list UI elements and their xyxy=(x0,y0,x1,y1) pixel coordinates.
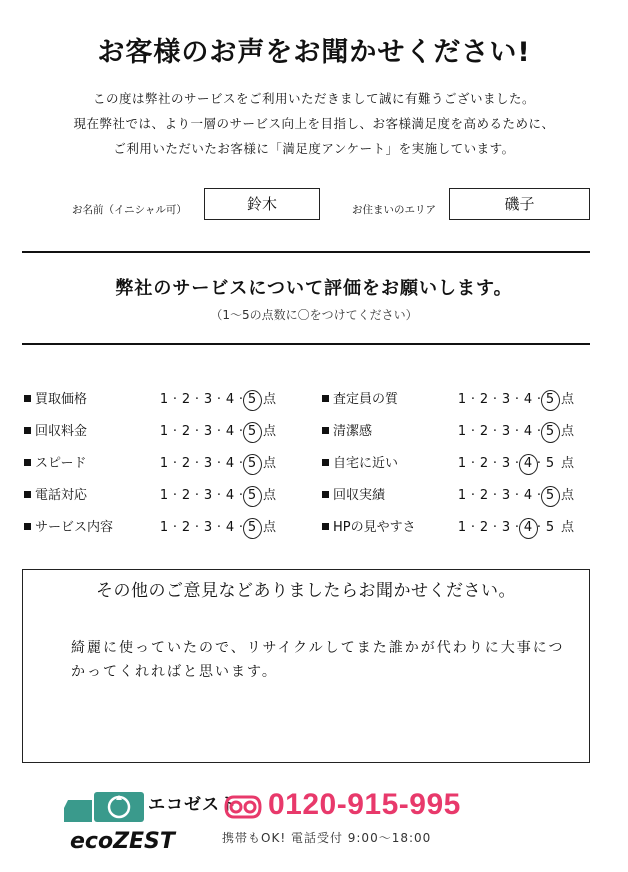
scale-separator: · xyxy=(172,424,178,439)
scale-option[interactable]: 2 xyxy=(181,456,191,471)
scale-option[interactable]: 2 xyxy=(479,424,489,439)
scale-unit: 点 xyxy=(561,392,575,407)
scale-separator: · xyxy=(514,456,520,471)
scale-separator: · xyxy=(492,392,498,407)
scale-option[interactable]: 3 xyxy=(203,392,213,407)
rating-scale xyxy=(156,452,276,471)
rating-label xyxy=(322,484,385,503)
phone-number[interactable]: 0120-915-995 xyxy=(268,788,461,821)
scale-option[interactable]: 1 xyxy=(159,392,169,407)
rating-subtitle: （1～5の点数に〇をつけてください） xyxy=(210,308,418,322)
scale-separator: · xyxy=(194,392,200,407)
scale-option[interactable]: 3 xyxy=(203,456,213,471)
scale-unit: 点 xyxy=(263,424,277,439)
rating-scale xyxy=(156,484,276,503)
intro-line: 現在弊社では、より一層のサービス向上を目指し、お客様満足度を高めるために、 xyxy=(73,116,555,131)
bullet-icon xyxy=(24,459,31,466)
comment-title: その他のご意見などありましたらお聞かせください。 xyxy=(96,581,516,601)
scale-option[interactable]: 4 xyxy=(225,488,235,503)
rating-label-text: 査定員の質 xyxy=(333,392,399,407)
scale-option[interactable]: 3 xyxy=(203,520,213,535)
scale-option[interactable]: 2 xyxy=(479,456,489,471)
scale-separator: · xyxy=(514,488,520,503)
scale-option[interactable]: 2 xyxy=(181,488,191,503)
rating-scale xyxy=(454,516,574,535)
rating-label-text: サービス内容 xyxy=(35,520,114,535)
scale-option[interactable]: 3 xyxy=(501,488,511,503)
scale-option-selected[interactable]: 5 xyxy=(542,392,558,407)
name-field[interactable]: 鈴木 xyxy=(204,188,320,220)
scale-separator: · xyxy=(172,488,178,503)
area-label: お住まいのエリア xyxy=(352,204,436,216)
rating-label-text: HPの見やすさ xyxy=(333,520,416,535)
scale-option[interactable]: 3 xyxy=(203,424,213,439)
rating-scale xyxy=(454,388,574,407)
scale-separator: · xyxy=(536,520,542,535)
scale-separator: · xyxy=(216,392,222,407)
bullet-icon xyxy=(322,395,329,402)
scale-separator: · xyxy=(536,456,542,471)
scale-option-selected[interactable]: 5 xyxy=(542,488,558,503)
scale-separator: · xyxy=(172,520,178,535)
scale-option[interactable]: 1 xyxy=(159,456,169,471)
bullet-icon xyxy=(24,523,31,530)
intro-line: この度は弊社のサービスをご利用いただきまして誠に有難うございました。 xyxy=(92,91,535,106)
scale-separator: · xyxy=(238,392,244,407)
scale-separator: · xyxy=(492,520,498,535)
divider xyxy=(22,343,590,345)
scale-separator: · xyxy=(470,456,476,471)
page-title: お客様のお声をお聞かせください! xyxy=(97,37,531,68)
rating-title: 弊社のサービスについて評価をお願いします。 xyxy=(115,278,513,299)
scale-option[interactable]: 3 xyxy=(501,424,511,439)
scale-option[interactable]: 4 xyxy=(523,488,533,503)
scale-option-selected[interactable]: 4 xyxy=(520,456,536,471)
scale-option-selected[interactable]: 5 xyxy=(244,520,260,535)
scale-option[interactable]: 2 xyxy=(181,520,191,535)
scale-unit: 点 xyxy=(561,456,575,471)
intro-text xyxy=(0,86,628,161)
scale-separator: · xyxy=(216,520,222,535)
scale-separator: · xyxy=(514,424,520,439)
rating-label xyxy=(24,420,87,439)
scale-separator: · xyxy=(492,424,498,439)
scale-option[interactable]: 1 xyxy=(457,488,467,503)
rating-label-text: 清潔感 xyxy=(333,424,373,439)
scale-option[interactable]: 4 xyxy=(225,392,235,407)
bullet-icon xyxy=(24,427,31,434)
rating-label xyxy=(24,516,113,535)
truck-cab-icon xyxy=(64,800,92,822)
divider xyxy=(22,251,590,253)
rating-scale xyxy=(156,516,276,535)
bullet-icon xyxy=(24,491,31,498)
scale-separator: · xyxy=(194,488,200,503)
rating-scale xyxy=(454,420,574,439)
scale-separator: · xyxy=(194,424,200,439)
comment-box[interactable] xyxy=(22,569,590,763)
rating-scale xyxy=(156,420,276,439)
scale-option[interactable]: 3 xyxy=(501,520,511,535)
scale-option[interactable]: 3 xyxy=(501,456,511,471)
rating-label-text: 回収実績 xyxy=(333,488,386,503)
scale-separator: · xyxy=(172,392,178,407)
scale-option[interactable]: 5 xyxy=(545,520,555,535)
rating-label-text: 回収料金 xyxy=(35,424,88,439)
scale-separator: · xyxy=(470,520,476,535)
scale-separator: · xyxy=(492,456,498,471)
scale-separator: · xyxy=(216,488,222,503)
scale-separator: · xyxy=(172,456,178,471)
intro-line: ご利用いただいたお客様に「満足度アンケート」を実施しています。 xyxy=(113,141,515,156)
scale-option[interactable]: 2 xyxy=(181,392,191,407)
rating-scale xyxy=(454,452,574,471)
bullet-icon xyxy=(322,427,329,434)
scale-option[interactable]: 4 xyxy=(523,424,533,439)
scale-separator: · xyxy=(470,488,476,503)
scale-separator: · xyxy=(514,392,520,407)
bullet-icon xyxy=(322,523,329,530)
scale-separator: · xyxy=(216,424,222,439)
rating-label xyxy=(24,388,87,407)
rating-label-text: スピード xyxy=(35,456,87,471)
logo-kana: エコゼスト xyxy=(148,795,238,815)
scale-separator: · xyxy=(238,488,244,503)
bullet-icon xyxy=(322,491,329,498)
scale-separator: · xyxy=(216,456,222,471)
scale-option[interactable]: 4 xyxy=(523,392,533,407)
rating-label xyxy=(322,452,398,471)
scale-option[interactable]: 1 xyxy=(159,424,169,439)
scale-separator: · xyxy=(238,520,244,535)
scale-option[interactable]: 2 xyxy=(181,424,191,439)
rating-label-text: 自宅に近い xyxy=(333,456,399,471)
rating-label xyxy=(24,452,86,471)
scale-option[interactable]: 2 xyxy=(479,392,489,407)
scale-option[interactable]: 1 xyxy=(457,520,467,535)
scale-option-selected[interactable]: 4 xyxy=(520,520,536,535)
scale-separator: · xyxy=(492,488,498,503)
scale-option[interactable]: 2 xyxy=(479,520,489,535)
scale-separator: · xyxy=(194,456,200,471)
scale-unit: 点 xyxy=(561,488,575,503)
scale-option-selected[interactable]: 5 xyxy=(244,424,260,439)
scale-option-selected[interactable]: 5 xyxy=(244,392,260,407)
scale-option[interactable]: 4 xyxy=(225,424,235,439)
scale-option-selected[interactable]: 5 xyxy=(244,456,260,471)
logo-text: ecoZEST xyxy=(70,829,175,854)
scale-unit: 点 xyxy=(561,520,575,535)
area-field[interactable]: 磯子 xyxy=(449,188,590,220)
scale-option[interactable]: 1 xyxy=(457,392,467,407)
scale-separator: · xyxy=(470,424,476,439)
scale-separator: · xyxy=(536,392,542,407)
scale-unit: 点 xyxy=(263,456,277,471)
scale-option[interactable]: 1 xyxy=(457,424,467,439)
scale-separator: · xyxy=(194,520,200,535)
scale-unit: 点 xyxy=(263,392,277,407)
scale-unit: 点 xyxy=(561,424,575,439)
business-hours: 携帯もOK! 電話受付 9:00～18:00 xyxy=(222,831,432,845)
rating-scale xyxy=(156,388,276,407)
scale-option[interactable]: 3 xyxy=(203,488,213,503)
scale-option[interactable]: 1 xyxy=(159,488,169,503)
rating-label-text: 電話対応 xyxy=(35,488,88,503)
rating-label-text: 買取価格 xyxy=(35,392,88,407)
scale-option[interactable]: 2 xyxy=(479,488,489,503)
scale-separator: · xyxy=(536,488,542,503)
scale-option[interactable]: 1 xyxy=(159,520,169,535)
scale-separator: · xyxy=(470,392,476,407)
scale-separator: · xyxy=(514,520,520,535)
scale-unit: 点 xyxy=(263,520,277,535)
bullet-icon xyxy=(322,459,329,466)
rating-scale xyxy=(454,484,574,503)
rating-label xyxy=(24,484,87,503)
freedial-icon xyxy=(224,795,262,819)
name-label: お名前（イニシャル可） xyxy=(72,204,187,216)
comment-body xyxy=(71,636,571,684)
scale-option-selected[interactable]: 5 xyxy=(244,488,260,503)
comment-line: 綺麗に使っていたので、リサイクルしてまた誰かが代わりに大事につ xyxy=(71,640,565,656)
scale-separator: · xyxy=(238,456,244,471)
scale-option[interactable]: 1 xyxy=(457,456,467,471)
scale-unit: 点 xyxy=(263,488,277,503)
bullet-icon xyxy=(24,395,31,402)
scale-separator: · xyxy=(536,424,542,439)
comment-line: かってくれればと思います。 xyxy=(71,664,278,680)
scale-option[interactable]: 4 xyxy=(225,520,235,535)
scale-option[interactable]: 4 xyxy=(225,456,235,471)
rating-label xyxy=(322,388,398,407)
scale-separator: · xyxy=(238,424,244,439)
scale-option[interactable]: 3 xyxy=(501,392,511,407)
scale-option[interactable]: 5 xyxy=(545,456,555,471)
scale-option-selected[interactable]: 5 xyxy=(542,424,558,439)
rating-label xyxy=(322,516,416,535)
rating-label xyxy=(322,420,372,439)
